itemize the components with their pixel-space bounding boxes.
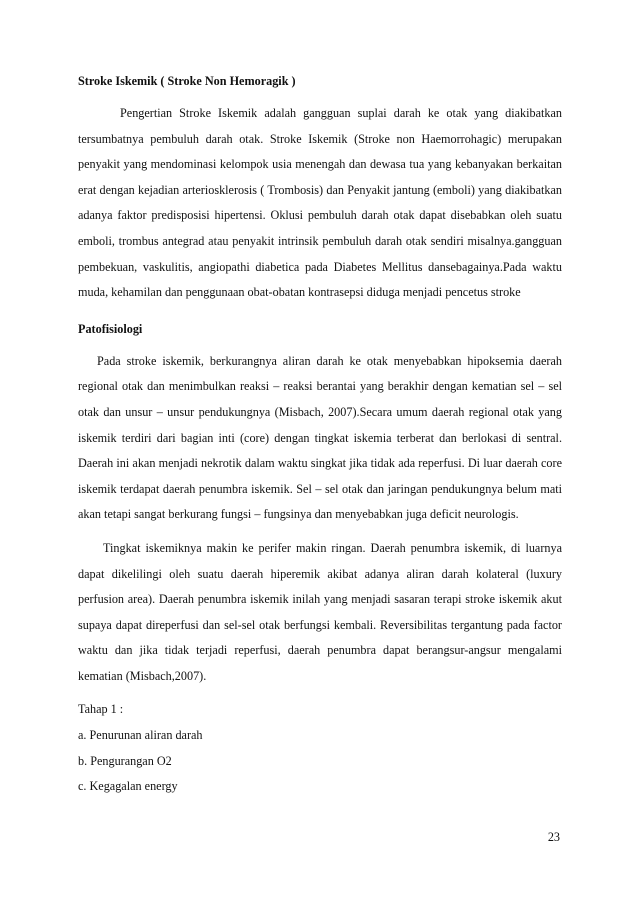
list-item: c. Kegagalan energy bbox=[78, 779, 178, 794]
paragraph-pathophysiology-1: Pada stroke iskemik, berkurangnya aliran darah ke otak menyebabkan hipoksemia daerah regional otak dan menimbulkan reaksi – reaksi berantai yang berakhir dengan kematian sel – sel otak dan unsur – unsur pendukungnya (Misbach, 2007).Secara umum daerah regional otak yang iskemik terdiri dari bagian inti (core) dengan tingkat iskemia terberat dan berlokasi di sentral. Daerah ini akan menjadi nekrotik dalam waktu singkat jika tidak ada reperfusi. Di luar daerah core iskemik terdapat daerah penumbra iskemik. Sel – sel otak dan jaringan pendukungnya belum mati akan tetapi sangat berkurang fungsi – fungsinya dan menyebabkan juga deficit neurologis. bbox=[78, 353, 562, 522]
stage-list bbox=[78, 723, 562, 800]
paragraph-pathophysiology-2: Tingkat iskemiknya makin ke perifer makin ringan. Daerah penumbra iskemik, di luarnya dapat dikelilingi oleh suatu daerah hiperemik akibat adanya aliran darah kolateral (luxury perfusion area). Daerah penumbra iskemik inilah yang menjadi sasaran terapi stroke iskemik akut supaya dapat direperfusi dan sel-sel otak berfungsi kembali. Reversibilitas tergantung pada factor waktu dan jika tidak terjadi reperfusi, daerah penumbra dapat berangsur-angsur mengalami kematian (Misbach,2007). bbox=[78, 540, 562, 683]
page-number: 23 bbox=[547, 830, 560, 844]
page-content bbox=[78, 66, 562, 800]
stage-label: Tahap 1 : bbox=[78, 702, 124, 717]
list-item: a. Penurunan aliran darah bbox=[78, 728, 203, 743]
section-heading-patofisiologi: Patofisiologi bbox=[78, 321, 143, 336]
paragraph-definition: Pengertian Stroke Iskemik adalah gangguan suplai darah ke otak yang diakibatkan tersumbatnya pembuluh darah otak. Stroke Iskemik (Stroke non Haemorrohagic) merupakan penyakit yang mendominasi kelompok usia menengah dan dewasa tua yang kebanyakan berkaitan erat dengan kejadian arteriosklerosis ( Trombosis) dan Penyakit jantung (emboli) yang diakibatkan adanya faktor predisposisi hipertensi. Oklusi pembuluh darah otak dapat disebabkan oleh suatu emboli, trombus antegrad atau penyakit intrinsik pembuluh darah otak sendiri misalnya.gangguan pembekuan, vaskulitis, angiopathi diabetica pada Diabetes Mellitus dansebagainya.Pada waktu muda, kehamilan dan penggunaan obat-obatan kontrasepsi diduga menjadi pencetus stroke bbox=[78, 106, 562, 300]
section-heading-stroke-iskemik: Stroke Iskemik ( Stroke Non Hemoragik ) bbox=[78, 74, 296, 88]
list-item: b. Pengurangan O2 bbox=[78, 753, 172, 768]
